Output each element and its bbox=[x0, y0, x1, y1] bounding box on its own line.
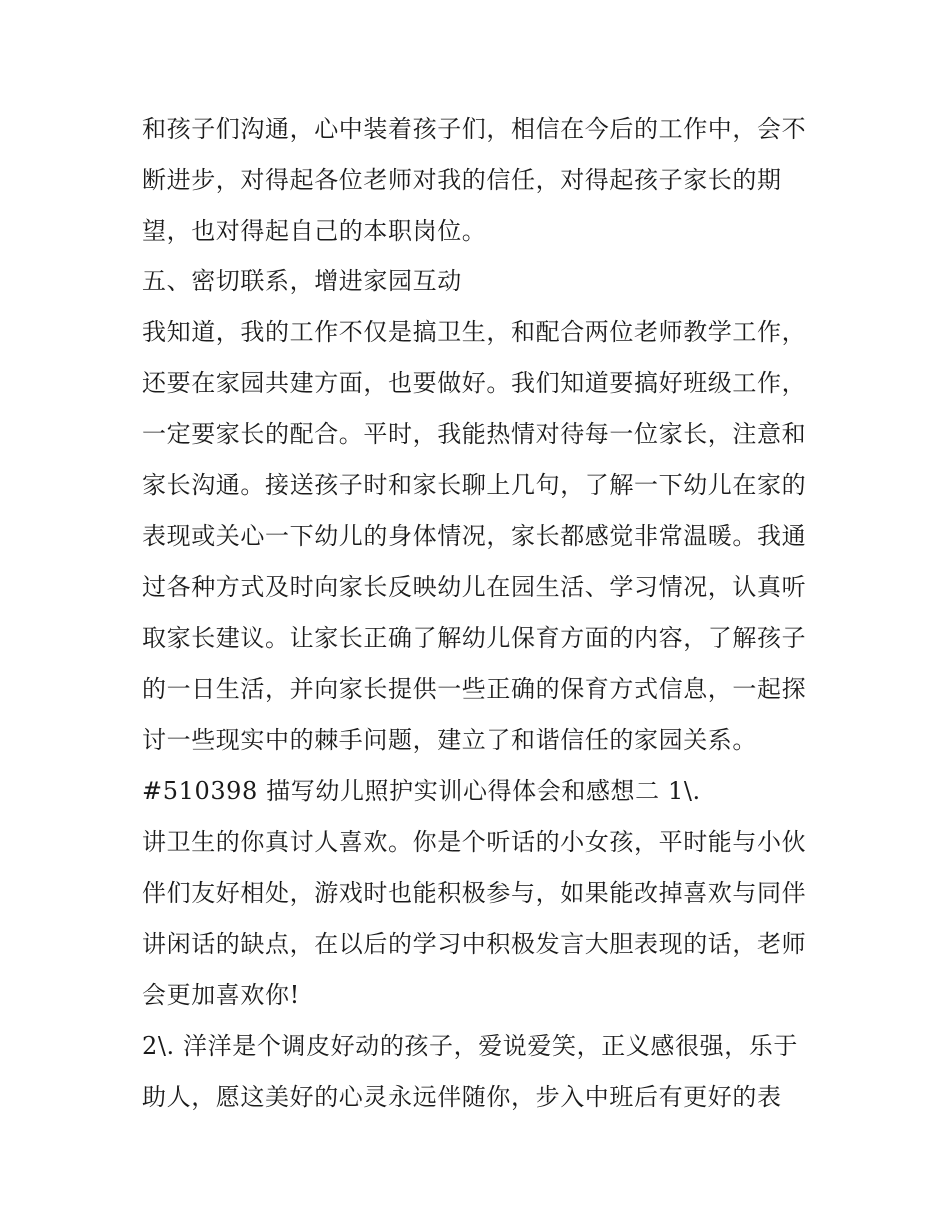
text-line: 我知道，我的工作不仅是搞卫生，和配合两位老师教学工作， bbox=[142, 318, 807, 346]
text-line: 还要在家园共建方面，也要做好。我们知道要搞好班级工作， bbox=[142, 369, 807, 397]
text-line: 讲闲话的缺点，在以后的学习中积极发言大胆表现的话，老师 bbox=[142, 930, 807, 958]
text-line: 和孩子们沟通，心中装着孩子们，相信在今后的工作中，会不 bbox=[142, 115, 807, 143]
text-line: 表现或关心一下幼儿的身体情况，家长都感觉非常温暖。我通 bbox=[142, 522, 807, 550]
text-line: 望，也对得起自己的本职岗位。 bbox=[142, 217, 487, 245]
text-line: 取家长建议。让家长正确了解幼儿保育方面的内容，了解孩子 bbox=[142, 624, 807, 652]
text-line: 会更加喜欢你! bbox=[142, 981, 300, 1009]
text-line: 2\. 洋洋是个调皮好动的孩子，爱说爱笑，正义感很强，乐于 bbox=[142, 1032, 799, 1060]
text-line: 的一日生活，并向家长提供一些正确的保育方式信息，一起探 bbox=[142, 675, 807, 703]
text-line: 讨一些现实中的棘手问题，建立了和谐信任的家园关系。 bbox=[142, 726, 757, 754]
section-heading: #510398 描写幼儿照护实训心得体会和感想二 1\. bbox=[142, 777, 701, 805]
text-line: 助人，愿这美好的心灵永远伴随你，步入中班后有更好的表 bbox=[142, 1083, 782, 1111]
section-heading: 五、密切联系，增进家园互动 bbox=[142, 267, 462, 295]
text-line: 一定要家长的配合。平时，我能热情对待每一位家长，注意和 bbox=[142, 420, 807, 448]
text-line: 讲卫生的你真讨人喜欢。你是个听话的小女孩，平时能与小伙 bbox=[142, 828, 807, 856]
text-line: 过各种方式及时向家长反映幼儿在园生活、学习情况，认真听 bbox=[142, 573, 807, 601]
text-line: 伴们友好相处，游戏时也能积极参与，如果能改掉喜欢与同伴 bbox=[142, 879, 807, 907]
text-line: 断进步，对得起各位老师对我的信任，对得起孩子家长的期 bbox=[142, 166, 782, 194]
text-line: 家长沟通。接送孩子时和家长聊上几句，了解一下幼儿在家的 bbox=[142, 471, 807, 499]
